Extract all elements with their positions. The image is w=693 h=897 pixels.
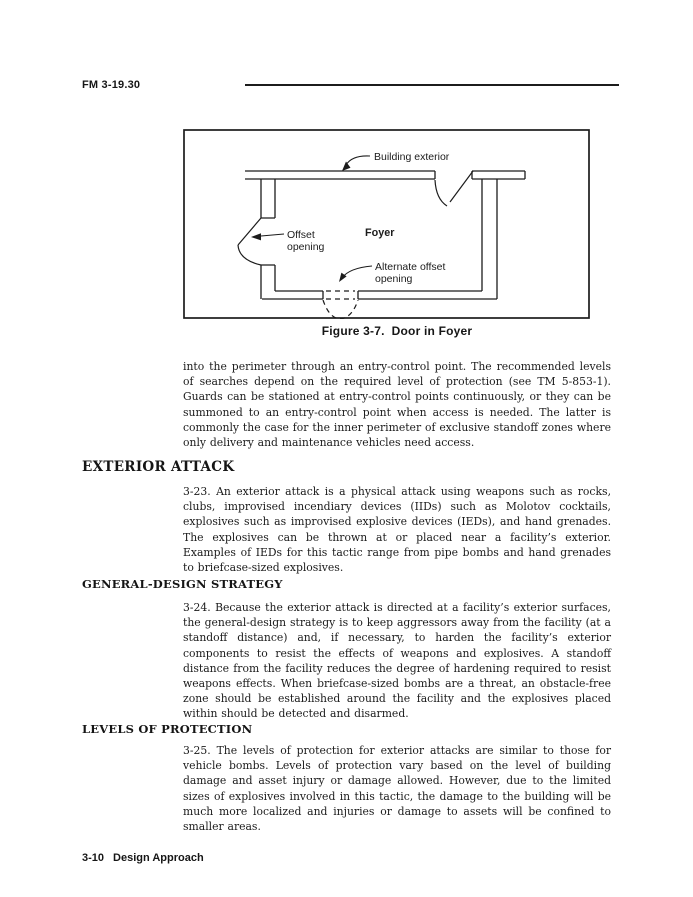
offset-opening-label-line1: Offset: [287, 229, 315, 241]
heading-exterior-attack: EXTERIOR ATTACK: [82, 459, 235, 475]
footer-section-label: Design Approach: [113, 852, 204, 864]
footer-page-number: 3-10: [82, 852, 105, 864]
paragraph-3-25: 3-25. The levels of protection for exterior attacks are similar to those for vehicle bombs. Levels of protection vary based on the level of building damage and asset injury or damage allowed. However, due to the limited sizes of explosives involved in this tactic, the damage to the building will be much more localized and injuries or damage to assets will be confined to smaller areas.: [183, 744, 611, 834]
offset-opening-label-line2: opening: [287, 241, 325, 253]
offset-opening-arrowhead-icon: [251, 233, 261, 240]
document-id: FM 3-19.30: [82, 79, 141, 91]
leader-lines: [261, 156, 372, 278]
door-in-foyer-diagram: [183, 129, 590, 319]
foyer-label: Foyer: [365, 227, 395, 239]
building-exterior-arrowhead-icon: [342, 162, 351, 172]
offset-opening-door-symbol: [238, 218, 261, 265]
offset-opening-leader: [261, 234, 284, 236]
alternate-offset-leader: [342, 266, 372, 278]
alternate-offset-label-line2: opening: [375, 273, 413, 285]
figure-caption: Figure 3-7. Door in Foyer: [321, 324, 473, 338]
building-exterior-leader: [346, 156, 370, 165]
paragraph-3-24: 3-24. Because the exterior attack is directed at a facility’s exterior surfaces, the general-design strategy is to keep aggressors away from the facility (at a standoff distance) and, if necessary, to harden the facility’s exterior components to resist the effects of weapons and explosives. A standoff distance from the facility reduces the degree of hardening required to resist weapons effects. When briefcase-sized bombs are a threat, an obstacle-free zone should be established around the facility and the explosives placed within should be detected and disarmed.: [183, 601, 611, 721]
alternate-offset-label-line1: Alternate offset: [375, 261, 446, 273]
paragraph-3-23: 3-23. An exterior attack is a physical attack using weapons such as rocks, clubs, improvised incendiary devices (IIDs) such as Molotov cocktails, explosives such as improvised explosive devices (IEDs), and hand grenades. The explosives can be thrown at or placed near a facility’s exterior. Examples of IEDs for this tactic range from pipe bombs and hand grenades to briefcase-sized explosives.: [183, 485, 611, 575]
alternate-offset-opening-dashed: [323, 291, 358, 319]
header-rule: [245, 84, 619, 86]
figure-door-in-foyer: [183, 129, 590, 319]
entry-door-symbol: [435, 171, 473, 206]
heading-general-design-strategy: GENERAL-DESIGN STRATEGY: [82, 577, 283, 591]
building-exterior-label: Building exterior: [374, 151, 450, 163]
paragraph-intro-continuation: into the perimeter through an entry-control point. The recommended levels of searches depend on the required level of protection (see TM 5-853-1). Guards can be stationed at entry-control points continuously, or they can be summoned to an entry-control point when access is needed. The latter is commonly the case for the inner perimeter of exclusive standoff zones where only delivery and maintenance vehicles need access.: [183, 360, 611, 450]
heading-levels-of-protection: LEVELS OF PROTECTION: [82, 722, 253, 736]
page-footer: [82, 852, 204, 864]
